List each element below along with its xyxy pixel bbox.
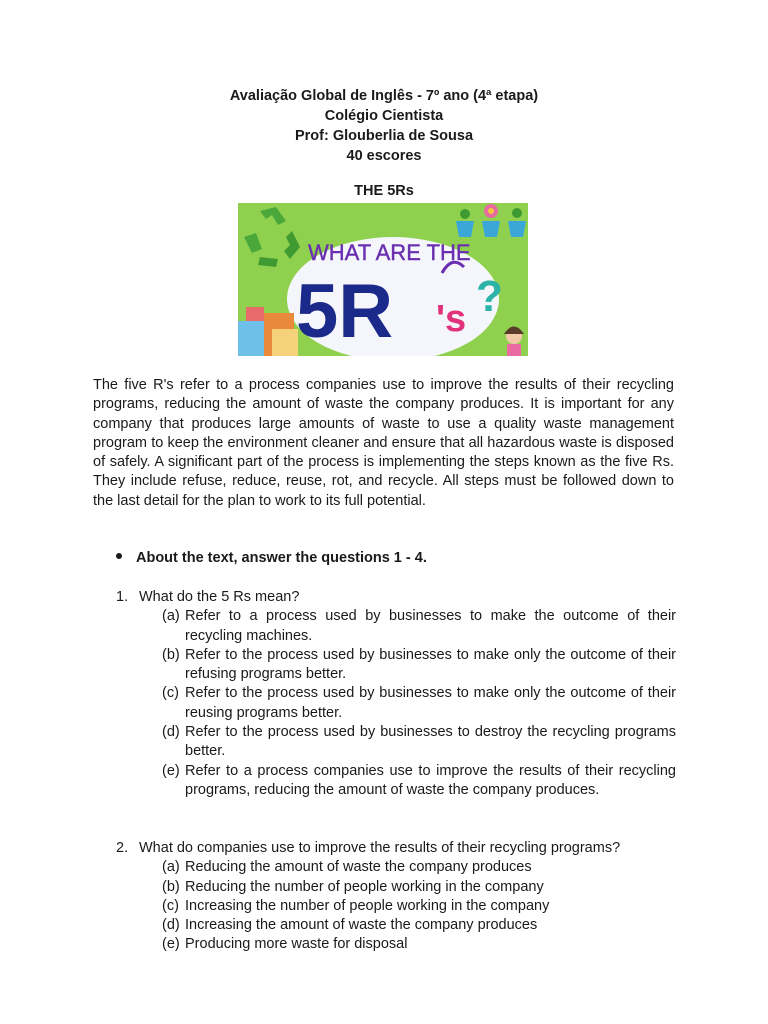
header-title: Avaliação Global de Inglês - 7º ano (4ª etapa) bbox=[229, 88, 539, 104]
document-header bbox=[0, 86, 768, 166]
option-label: (c) bbox=[162, 897, 179, 914]
option-label: (a) bbox=[162, 859, 180, 876]
answer-option[interactable] bbox=[162, 762, 676, 801]
option-text: Refer to the process used by businesses to make only the outcome of their refusing programs better. bbox=[185, 646, 676, 683]
option-label: (e) bbox=[162, 762, 180, 779]
option-text: Reducing the amount of waste the company produces bbox=[185, 859, 532, 876]
header-school: Colégio Cientista bbox=[324, 108, 444, 124]
answer-option[interactable] bbox=[162, 935, 676, 954]
option-label: (e) bbox=[162, 936, 180, 953]
answer-option[interactable] bbox=[162, 646, 676, 685]
figure-big-5r: 5R bbox=[296, 269, 394, 354]
answer-option[interactable] bbox=[162, 607, 676, 646]
figure-apostrophe-s: 's bbox=[436, 298, 467, 340]
option-label: (a) bbox=[162, 608, 180, 625]
header-score: 40 escores bbox=[346, 148, 422, 164]
option-label: (b) bbox=[162, 878, 180, 895]
question-text: What do the 5 Rs mean? bbox=[139, 589, 300, 605]
answer-option[interactable] bbox=[162, 897, 676, 916]
question-2 bbox=[116, 839, 676, 955]
answer-option[interactable] bbox=[162, 916, 676, 935]
question-number: 1. bbox=[116, 589, 129, 605]
instruction-text: About the text, answer the questions 1 - 4. bbox=[136, 550, 427, 566]
answer-option[interactable] bbox=[162, 684, 676, 723]
question-1 bbox=[116, 588, 676, 800]
answer-option[interactable] bbox=[162, 723, 676, 762]
figure-question-mark: ? bbox=[476, 272, 503, 321]
figure-headline: WHAT ARE THE bbox=[308, 240, 471, 265]
option-text: Refer to the process used by businesses to destroy the recycling programs better. bbox=[185, 724, 676, 760]
option-label: (b) bbox=[162, 646, 180, 663]
five-rs-illustration bbox=[238, 203, 528, 356]
option-label: (d) bbox=[162, 917, 180, 934]
option-text: Refer to the process used by businesses to make only the outcome of their reusing programs better. bbox=[185, 685, 676, 721]
header-teacher: Prof: Glouberlia de Sousa bbox=[294, 128, 474, 144]
option-label: (c) bbox=[162, 685, 179, 702]
answer-option[interactable] bbox=[162, 858, 676, 877]
answer-option[interactable] bbox=[162, 878, 676, 897]
option-text: Producing more waste for disposal bbox=[185, 936, 408, 953]
option-text: Increasing the number of people working in the company bbox=[185, 897, 550, 914]
option-text: Reducing the number of people working in the company bbox=[185, 878, 544, 895]
stacked-boxes-icon bbox=[238, 307, 298, 356]
option-label: (d) bbox=[162, 724, 180, 741]
option-text: Refer to a process used by businesses to make the outcome of their recycling machines. bbox=[185, 608, 676, 644]
option-text: Increasing the amount of waste the company produces bbox=[185, 917, 538, 934]
option-text: Refer to a process companies use to improve the results of their recycling programs, reducing the amount of waste the company produces. bbox=[185, 762, 676, 798]
bullet-dot-icon bbox=[116, 553, 122, 559]
question-number: 2. bbox=[116, 840, 129, 856]
instruction-bullet bbox=[116, 550, 427, 566]
intro-paragraph: The five R's refer to a process companies use to improve the results of their recycling programs, reducing the amount of waste the company produces. It is important for any company that produces large amounts of waste to use a quality waste management program to keep the environment cleaner and ensure that all hazardous waste is disposed of safely. A significant part of the process is implementing the steps known as the five Rs. They include refuse, reduce, reuse, rot, and recycle. All steps must be followed down to the last detail for the plan to work to its full potential. bbox=[93, 377, 674, 509]
section-title: THE 5Rs bbox=[354, 183, 414, 199]
question-text: What do companies use to improve the results of their recycling programs? bbox=[139, 840, 621, 856]
